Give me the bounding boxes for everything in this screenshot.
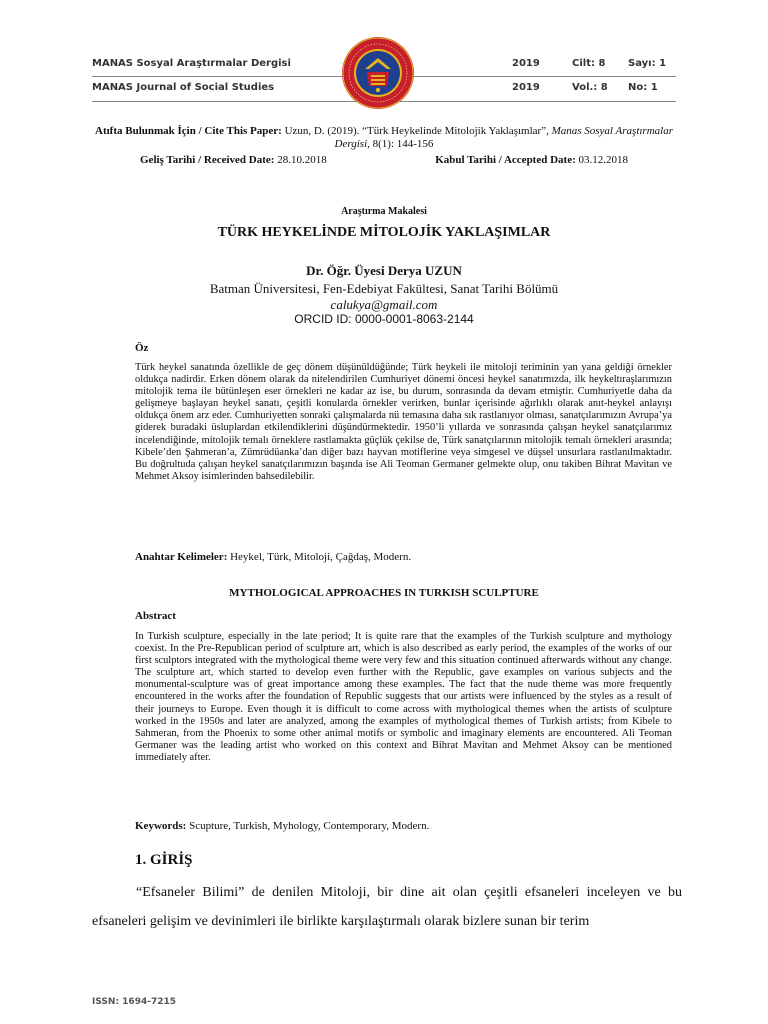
keywords-tr-label: Anahtar Kelimeler: [135,551,228,563]
author-orcid: ORCID ID: 0000-0001-8063-2144 [294,312,474,326]
header-volume-en: Vol.: 8 [572,82,608,93]
citation-text: Uzun, D. (2019). “Türk Heykelinde Mitolojik Yaklaşımlar”, [281,125,552,137]
abstract-text: In Turkish sculpture, especially in the late period; It is quite rare that the examples of the Turkish sculpture and mythology coexist. In the Pre-Republican period of sculpture art, which is also described as early period, the examples of the works of our first sculptors integrated with the mythological theme were very few and this situation continued afterwards without any change. The sculpture art, which started to develop even further with the Republic, gave examples on various subjects and the monumental-sculpture was of great importance among these examples. The fact that the nude theme was more frequently encountered in the works after the foundation of Republic suggests that our artists were influenced by the styles as a result of their journeys to Europe. Even though it is difficult to come across with mythological themes when the artists of sculpture worked in the 1950s and later are analyzed, among the examples of mythological themes of Turkish artists; from Kibele to Sahmeran, from the Phoenix to some other animal motifs or symbolic and imaginary elements are encountered. Ali Teoman Germaner was the leading artist who worked on this context and Bihrat Mavitan and Mehmet Aksoy can be mentioned immediately after. [135,631,672,763]
accepted-value: 03.12.2018 [575,154,628,166]
header-issue: Sayı: 1 [628,58,667,69]
citation-vol-issue: , 8(1): 144-156 [367,138,434,150]
author-institution: Batman Üniversitesi, Fen-Edebiyat Fakültesi, Sanat Tarihi Bölümü [209,281,559,296]
citation-journal: Manas Sosyal Araştırmalar Dergisi [334,125,673,150]
title-en: MYTHOLOGICAL APPROACHES IN TURKISH SCULPTURE [229,587,539,599]
received-value: 28.10.2018 [274,154,327,166]
author-email: calukya@gmail.com [330,297,438,312]
header-year-en: 2019 [512,82,540,93]
author-name: Dr. Öğr. Üyesi Derya UZUN [306,263,462,278]
header-year: 2019 [512,58,540,69]
citation-label: Atıfta Bulunmak İçin / Cite This Paper: [95,125,282,137]
journal-logo-seal [341,36,415,110]
dates-row [140,154,628,166]
citation [92,125,676,151]
oz-heading: Öz [135,342,149,354]
title-tr: TÜRK HEYKELİNDE MİTOLOJİK YAKLAŞIMLAR [217,225,551,240]
received-label: Geliş Tarihi / Received Date: [140,154,275,166]
keywords-tr-value: Heykel, Türk, Mitoloji, Çağdaş, Modern. [227,551,412,563]
oz-text: Türk heykel sanatında özellikle de geç dönem düşünüldüğünde; Türk heykeli ile mitoloji teriminin yan yana geldiği örnekler oldukça nadirdir. Erken dönem olarak da nitelendirilen Cumhuriyet dönemi öncesi heykel sanatımızda, ilk heykeltıraşlarımızın mitolojik tema ile bütünleşen eser örnekleri ne kadar az ise, bu durum, sonrasında da devam etmiştir. Cumhuriyetle daha da gelişmeye başlayan heykel sanatı, çeşitli konularda örnekler verirken, bunlar içerisinde ağırlıklı olarak anıt-heykel anlayışı oldukça önem arz eder. Cumhuriyetten sonraki çalışmalarda nü temasına daha sık rastlanıyor olması, sanatçılarımızın Avrupa’ya giderek buradaki üsluplardan etkilendiklerini düşündürmektedir. 1950’li yıllarda ve sonrasında çalışan heykel sanatçılarımız incelendiğinde, mitolojik temalı örneklere rastlamakta güçlük çekilse de, Türk sanatçılarının mitolojik temalı örnekleri arasında; Kibele’den Şahmeran’a, Zümrüdüanka’dan diğer bazı hayvan motiflerine veya simgesel ve düşsel unsurlara rastlanılmaktadır. Bu doğrultuda çalışan heykel sanatçılarımızın başında ise Ali Teoman Germaner gelmekte olup, onu takiben Bihrat Mavitan ve Mehmet Aksoy isimlerinden bahsedilebilir. [135,362,672,482]
received-date [140,154,327,166]
header-volume: Cilt: 8 [572,58,606,69]
accepted-date [435,154,628,166]
keywords-tr [135,551,411,563]
accepted-label: Kabul Tarihi / Accepted Date: [435,154,576,166]
keywords-en-label: Keywords: [135,820,187,832]
journal-name-tr: MANAS Sosyal Araştırmalar Dergisi [92,58,291,69]
section-heading: 1. GİRİŞ [135,852,193,868]
article-type: Araştırma Makalesi [341,206,427,217]
keywords-en [135,820,429,832]
keywords-en-value: Scupture, Turkish, Myhology, Contemporary, Modern. [186,820,430,832]
journal-name-en: MANAS Journal of Social Studies [92,82,275,93]
section-body: “Efsaneler Bilimi” de denilen Mitoloji, bir dine ait olan çeşitli efsaneleri inceleyen ve bu efsaneleri gelişim ve devinimleri ile birlikte karşılaştırmalı olarak bizlere sunan bir terim [92,885,682,929]
header-issue-en: No: 1 [628,82,658,93]
abstract-heading: Abstract [135,610,176,622]
footer-issn: ISSN: 1694-7215 [92,997,177,1007]
